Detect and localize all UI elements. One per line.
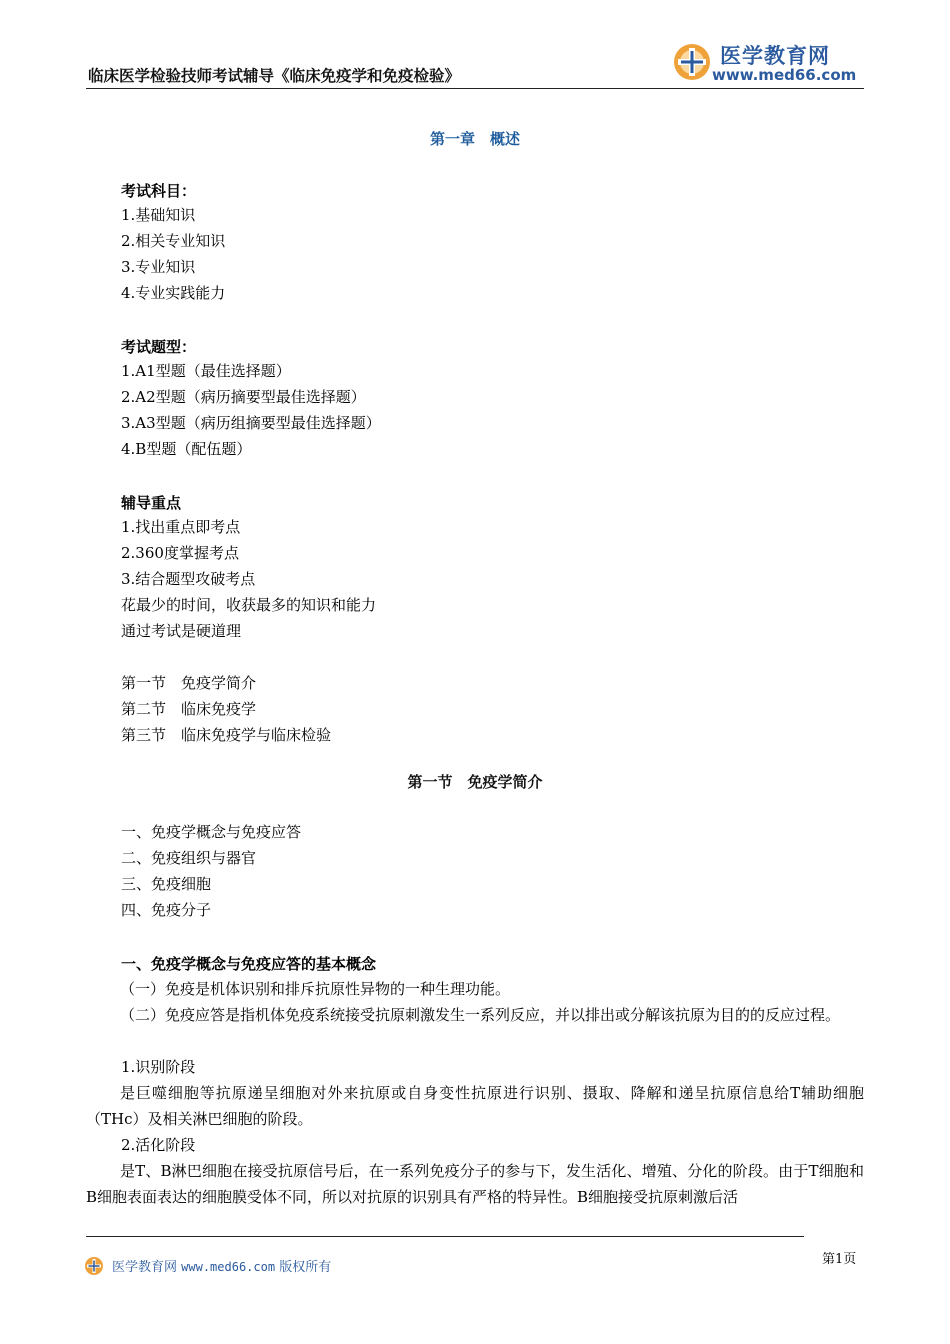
exam-types-heading: 考试题型： bbox=[121, 338, 197, 356]
footer-url[interactable]: www.med66.com bbox=[181, 1260, 276, 1274]
section-toc-item: 二、免疫组织与器官 bbox=[121, 849, 257, 867]
section-toc-item: 三、免疫细胞 bbox=[121, 875, 212, 893]
site-logo[interactable] bbox=[672, 40, 872, 86]
toc-item: 第一节 免疫学简介 bbox=[121, 674, 257, 692]
page-number: 第1页 bbox=[822, 1252, 857, 1267]
body-heading: 一、免疫学概念与免疫应答的基本概念 bbox=[121, 955, 377, 973]
section-toc-item: 一、免疫学概念与免疫应答 bbox=[121, 823, 302, 841]
paragraph: 是T、B淋巴细胞在接受抗原信号后，在一系列免疫分子的参与下，发生活化、增殖、分化的阶段。由于T细胞和B细胞表面表达的细胞膜受体不同，所以对抗原的识别具有严格的特异性。B细胞接受抗原刺激后活 bbox=[86, 1162, 864, 1206]
footer-copyright bbox=[112, 1256, 331, 1275]
list-item: 4.B型题（配伍题） bbox=[121, 440, 252, 458]
paragraph: （二）免疫应答是指机体免疫系统接受抗原刺激发生一系列反应，并以排出或分解该抗原为目的的反应过程。 bbox=[120, 1006, 841, 1024]
list-item: 3.结合题型攻破考点 bbox=[121, 570, 256, 588]
subheading: 2.活化阶段 bbox=[121, 1136, 196, 1154]
footer-logo-icon bbox=[84, 1256, 104, 1276]
tutoring-heading: 辅导重点 bbox=[121, 494, 182, 512]
logo-site-name: 医学教育网 bbox=[720, 44, 830, 68]
list-item: 2.A2型题（病历摘要型最佳选择题） bbox=[121, 388, 366, 406]
med66-logo-icon bbox=[672, 42, 712, 82]
list-item: 4.专业实践能力 bbox=[121, 284, 226, 302]
section-toc-item: 四、免疫分子 bbox=[121, 901, 212, 919]
chapter-title: 第一章 概述 bbox=[429, 130, 520, 148]
list-item: 花最少的时间，收获最多的知识和能力 bbox=[121, 596, 377, 614]
list-item: 1.基础知识 bbox=[121, 206, 196, 224]
paragraph: 是巨噬细胞等抗原递呈细胞对外来抗原或自身变性抗原进行识别、摄取、降解和递呈抗原信息给T辅助细胞（THc）及相关淋巴细胞的阶段。 bbox=[86, 1084, 864, 1128]
footer-site-name: 医学教育网 bbox=[112, 1260, 178, 1275]
toc-item: 第三节 临床免疫学与临床检验 bbox=[121, 726, 332, 744]
section-title: 第一节 免疫学简介 bbox=[407, 773, 543, 791]
header-divider bbox=[86, 88, 864, 89]
list-item: 3.专业知识 bbox=[121, 258, 196, 276]
exam-subjects-heading: 考试科目： bbox=[121, 182, 197, 200]
list-item: 2.相关专业知识 bbox=[121, 232, 226, 250]
footer-rights: 版权所有 bbox=[279, 1260, 332, 1275]
logo-url: www.med66.com bbox=[712, 66, 857, 84]
header-title: 临床医学检验技师考试辅导《临床免疫学和免疫检验》 bbox=[88, 67, 461, 85]
list-item: 通过考试是硬道理 bbox=[121, 622, 242, 640]
list-item: 2.360度掌握考点 bbox=[121, 544, 239, 562]
footer-divider bbox=[86, 1236, 804, 1237]
list-item: 3.A3型题（病历组摘要型最佳选择题） bbox=[121, 414, 381, 432]
list-item: 1.A1型题（最佳选择题） bbox=[121, 362, 291, 380]
paragraph: （一）免疫是机体识别和排斥抗原性异物的一种生理功能。 bbox=[120, 980, 511, 998]
list-item: 1.找出重点即考点 bbox=[121, 518, 241, 536]
subheading: 1.识别阶段 bbox=[121, 1058, 196, 1076]
toc-item: 第二节 临床免疫学 bbox=[121, 700, 257, 718]
